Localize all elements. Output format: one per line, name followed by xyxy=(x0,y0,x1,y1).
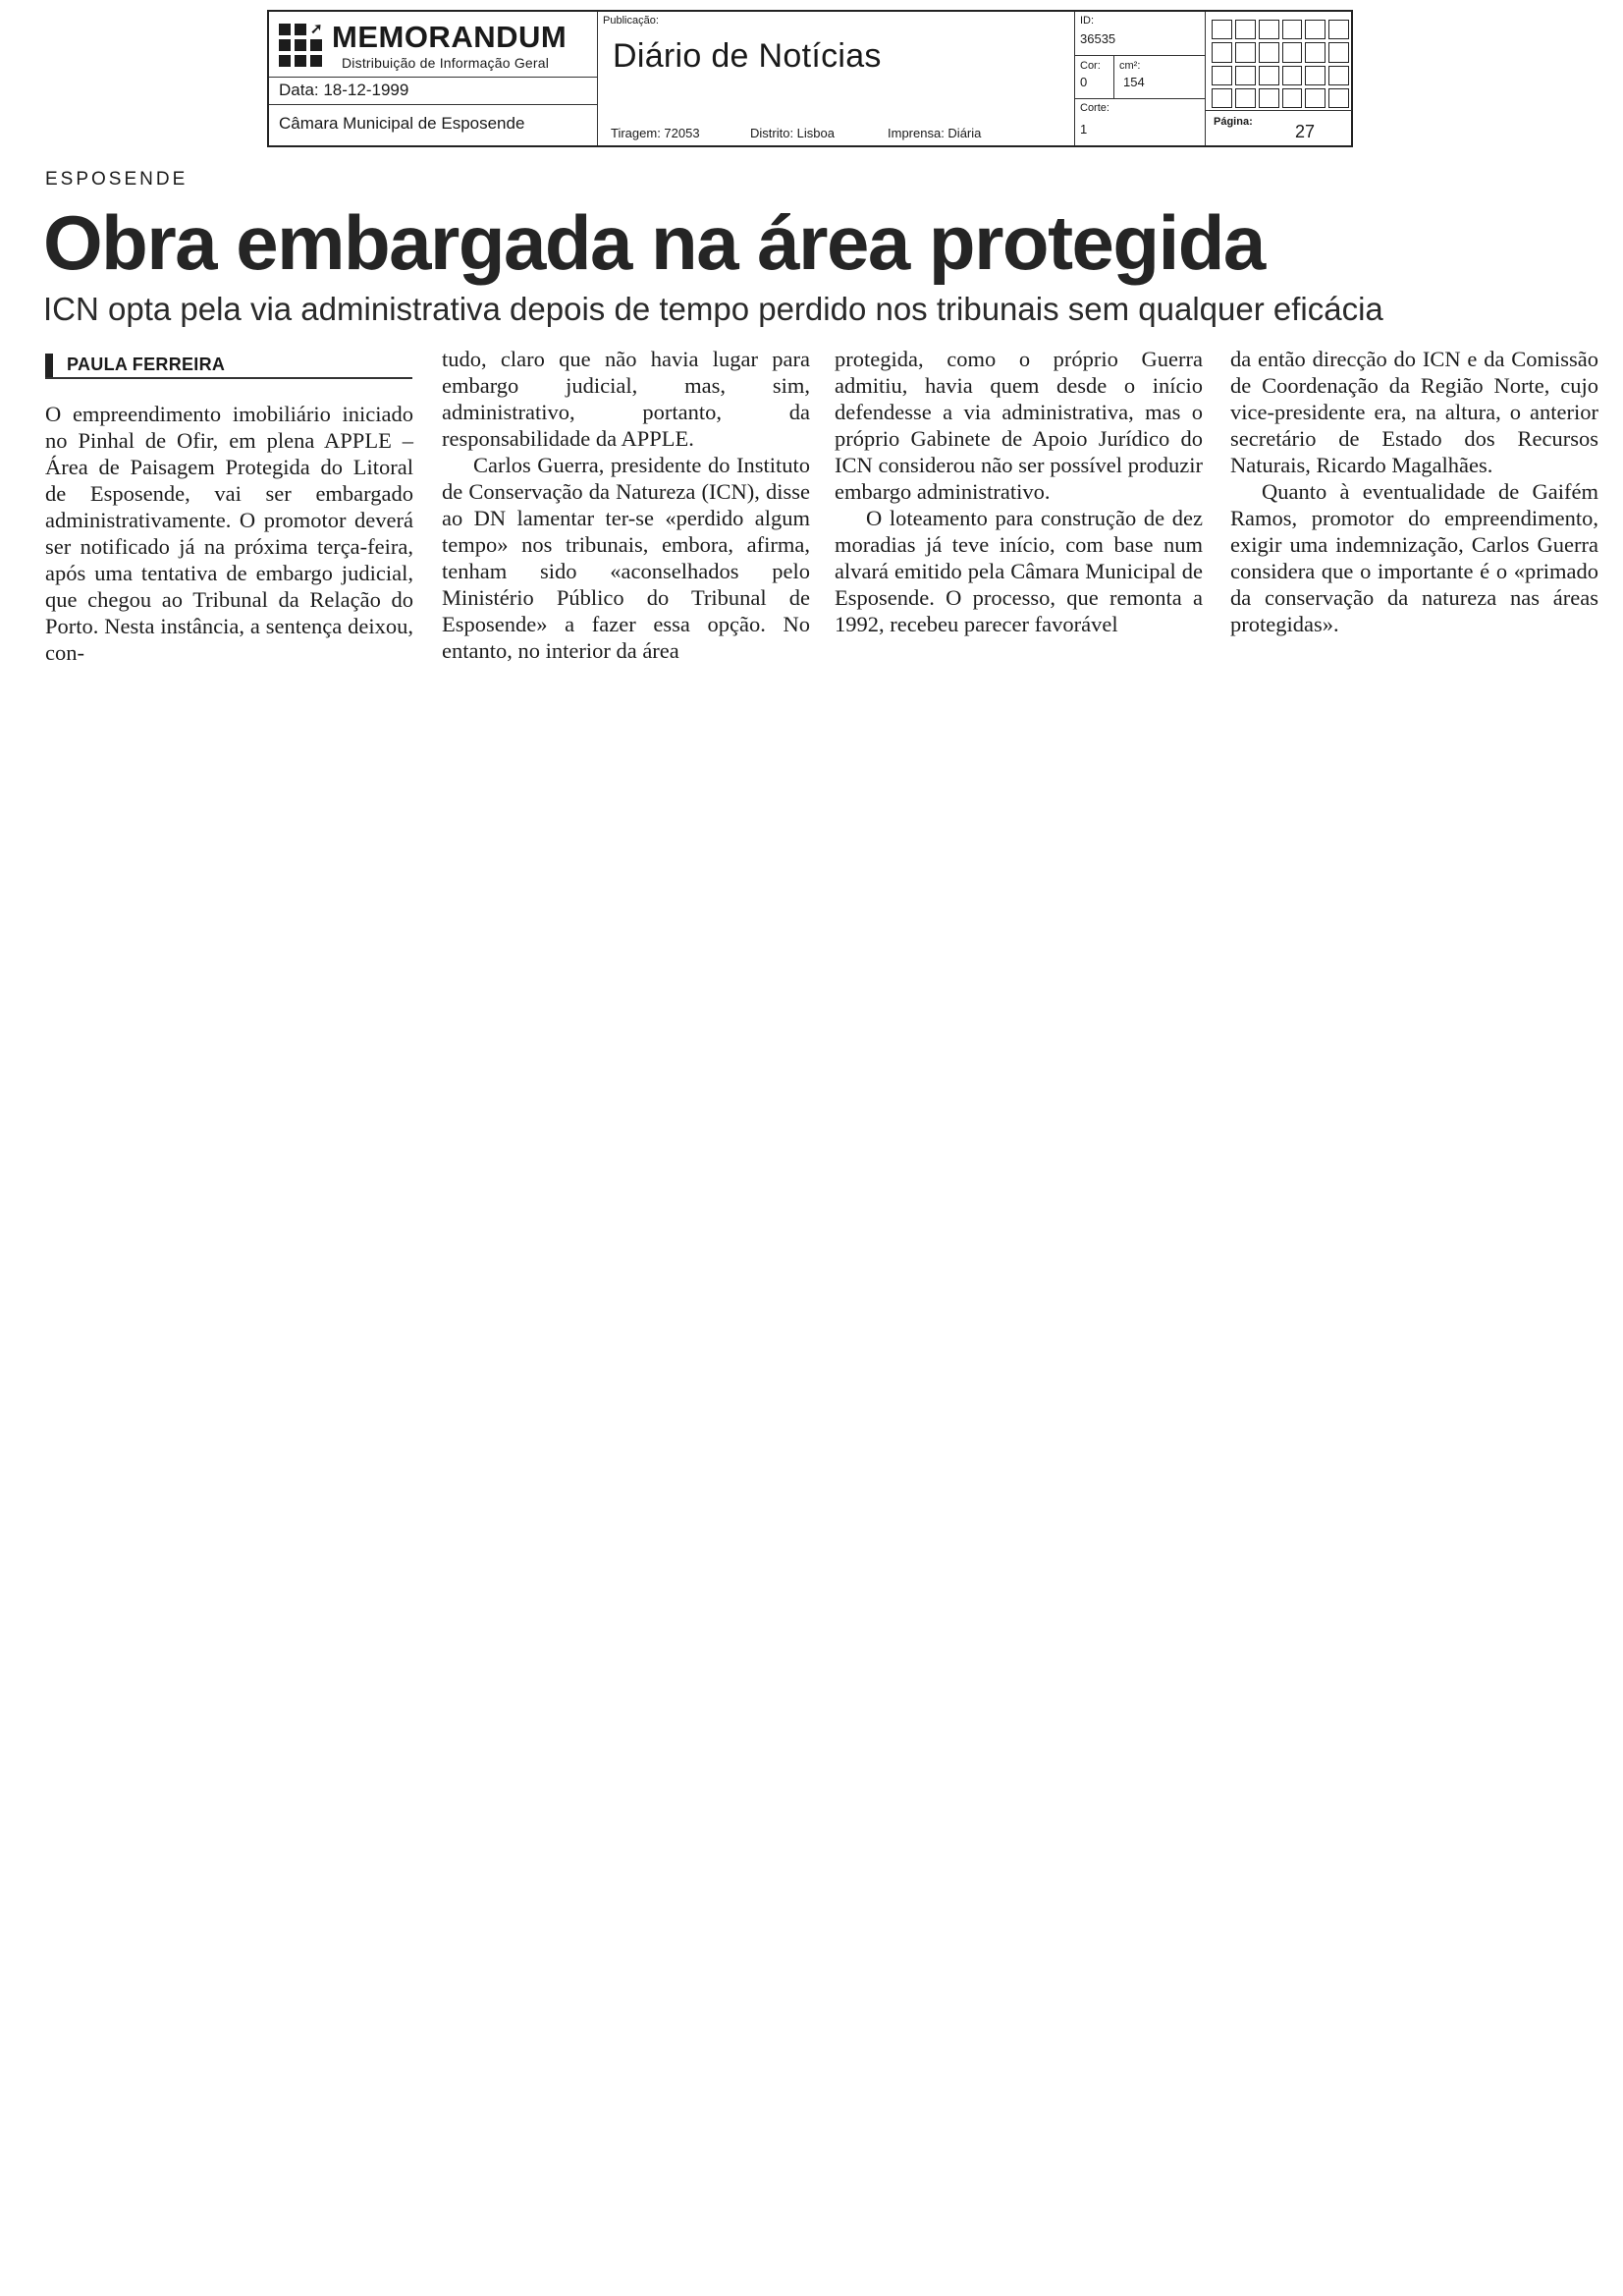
tiragem: Tiragem: 72053 xyxy=(611,126,700,140)
section-label: ESPOSENDE xyxy=(45,169,189,190)
corte-value: 1 xyxy=(1080,122,1088,137)
header-divider xyxy=(1205,110,1352,111)
article-column-2 xyxy=(442,346,810,664)
header-divider xyxy=(1113,55,1114,98)
byline xyxy=(45,354,412,379)
memorandum-logo-icon: ➚ xyxy=(279,24,324,67)
id-value: 36535 xyxy=(1080,31,1116,46)
cor-value: 0 xyxy=(1080,75,1088,89)
article-column-4 xyxy=(1230,346,1598,637)
clipping-entity: Câmara Municipal de Esposende xyxy=(279,114,525,133)
brand-subtitle: Distribuição de Informação Geral xyxy=(342,55,550,71)
clipping-date: Data: 18-12-1999 xyxy=(279,81,409,99)
article-paragraph: O loteamento para construção de dez moradias já teve início, com base num alvará emitido pela Câmara Municipal de Esposende. O processo, que remonta a 1992, recebeu parecer favorável xyxy=(835,506,1203,636)
cm2-value: 154 xyxy=(1123,75,1145,89)
id-label: ID: xyxy=(1080,15,1095,27)
header-divider xyxy=(269,77,597,78)
article-paragraph: tudo, claro que não havia lugar para embargo judicial, mas, sim, administrativo, portanto, da responsabilidade da APPLE. xyxy=(442,347,810,451)
article-paragraph: O empreendimento imobiliário iniciado no Pinhal de Ofir, em plena APPLE – Área de Paisagem Protegida do Litoral de Esposende, vai ser embargado administrativamente. O promotor deverá ser notificado já na próxima terça-feira, após uma tentativa de embargo judicial, que chegou ao Tribunal da Relação do Porto. Nesta instância, a sentença deixou, con- xyxy=(45,402,413,665)
page-location-grid xyxy=(1212,20,1349,108)
brand-name: MEMORANDUM xyxy=(332,20,568,54)
subheadline: ICN opta pela via administrativa depois de tempo perdido nos tribunais sem qualquer eficácia xyxy=(43,291,1383,327)
article-paragraph: da então direcção do ICN e da Comissão de Coordenação da Região Norte, cujo vice-presidente era, na altura, o anterior secretário de Estado dos Recursos Naturais, Ricardo Magalhães. xyxy=(1230,347,1598,477)
publication-label: Publicação: xyxy=(603,15,659,27)
cor-label: Cor: xyxy=(1080,60,1101,72)
byline-author: PAULA FERREIRA xyxy=(67,355,226,374)
article-paragraph: protegida, como o próprio Guerra admitiu, havia quem desde o início defendesse a via administrativa, mas o próprio Gabinete de Apoio Jurídico do ICN considerou não ser possível produzir embargo administrativo. xyxy=(835,347,1203,504)
distrito: Distrito: Lisboa xyxy=(750,126,835,140)
article-column-1 xyxy=(45,401,413,666)
corte-label: Corte: xyxy=(1080,102,1109,114)
header-divider xyxy=(1074,12,1075,145)
imprensa: Imprensa: Diária xyxy=(888,126,982,140)
header-divider xyxy=(269,104,597,105)
headline: Obra embargada na área protegida xyxy=(43,199,1265,286)
pagina-value: 27 xyxy=(1295,122,1316,141)
header-divider xyxy=(1205,12,1206,145)
article-paragraph: Quanto à eventualidade de Gaifém Ramos, promotor do empreendimento, exigir uma indemnização, Carlos Guerra considera que o importante é o «primado da conservação da natureza nas áreas protegidas». xyxy=(1230,479,1598,636)
publication-name: Diário de Notícias xyxy=(613,37,882,75)
header-divider xyxy=(1074,55,1205,56)
cm2-label: cm²: xyxy=(1119,60,1141,72)
byline-bar xyxy=(45,354,53,377)
header-divider xyxy=(597,12,598,145)
article-paragraph: Carlos Guerra, presidente do Instituto de Conservação da Natureza (ICN), disse ao DN lamentar ter-se «perdido algum tempo» nos tribunais, embora, afirma, tenham sido «aconselhados pelo Ministério Público do Tribunal de Esposende» a fazer essa opção. No entanto, no interior da área xyxy=(442,453,810,663)
article-column-3 xyxy=(835,346,1203,637)
header-divider xyxy=(1074,98,1205,99)
clipping-header xyxy=(267,10,1353,147)
pagina-label: Página: xyxy=(1214,116,1253,128)
